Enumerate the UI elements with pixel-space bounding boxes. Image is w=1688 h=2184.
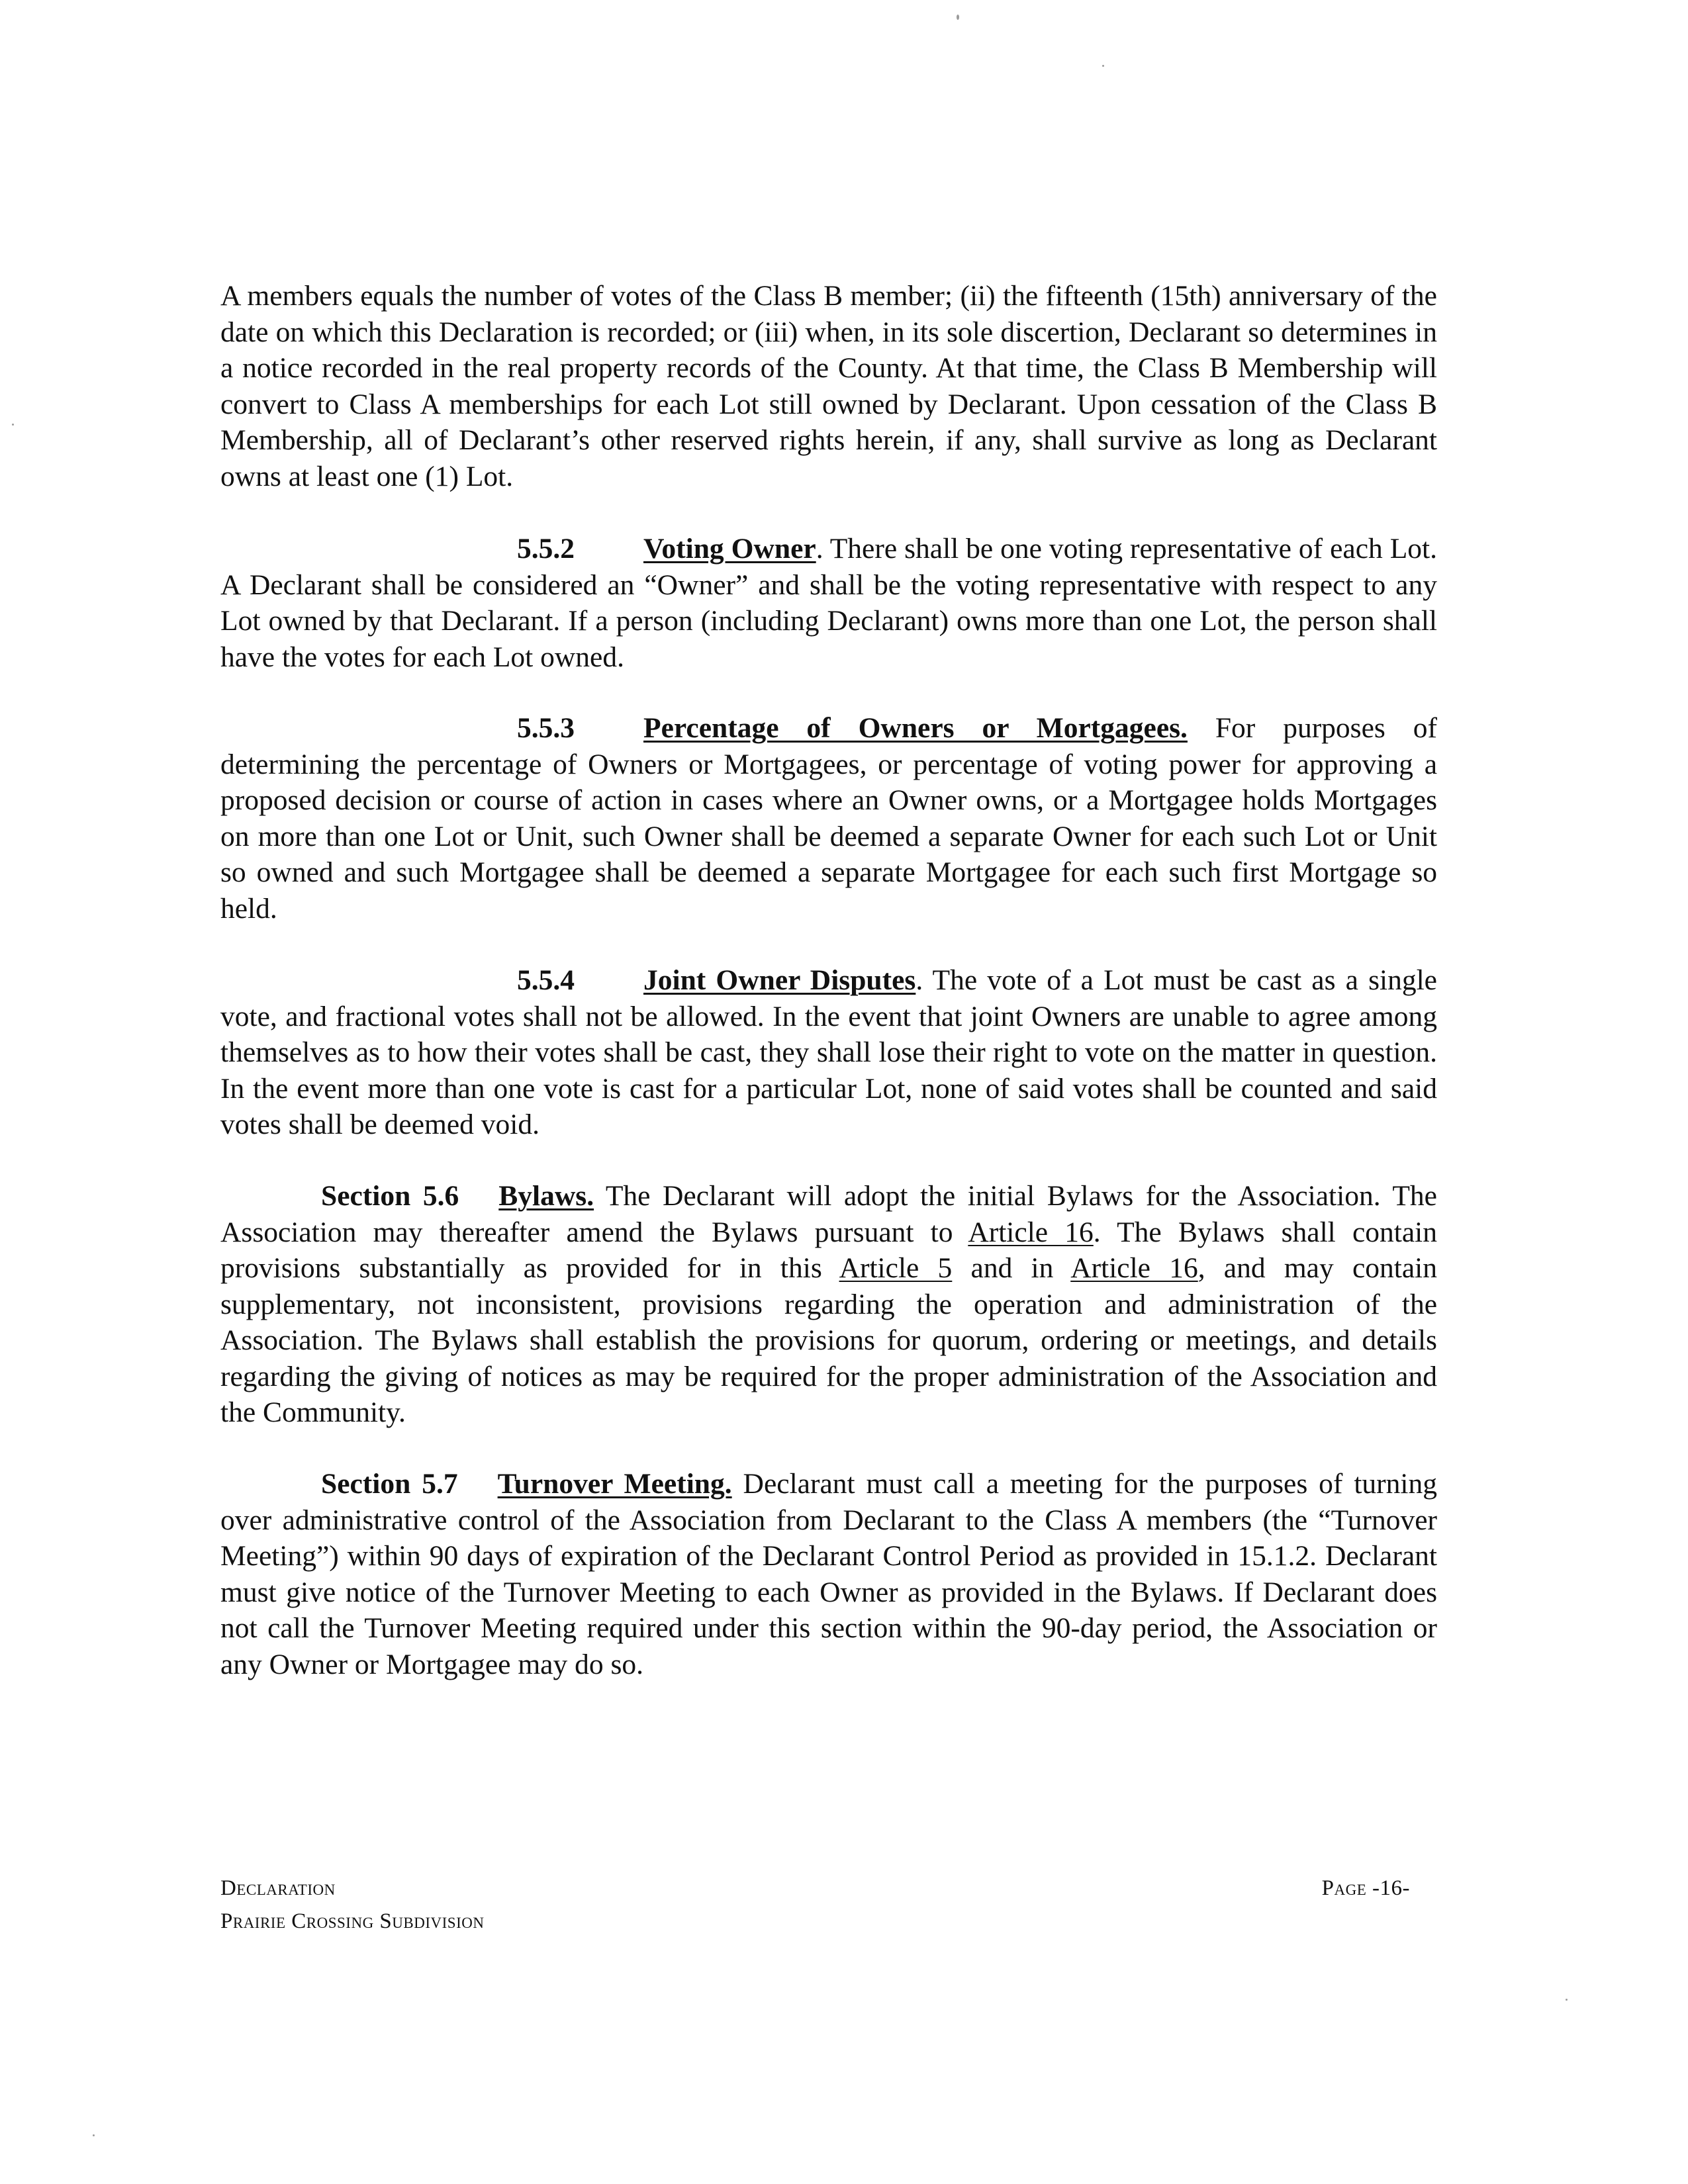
subsection-number: 5.5.2 bbox=[517, 533, 575, 565]
paragraph-text: . The Bylaws shall contain provisions substantially as provided for in this bbox=[220, 1216, 1437, 1284]
paragraph-5-5-4 bbox=[220, 962, 1437, 1143]
paragraph-5-5-2 bbox=[220, 531, 1437, 675]
subsection-number: 5.5.3 bbox=[517, 712, 575, 744]
section-number: Section 5.6 bbox=[321, 1180, 459, 1212]
section-heading: Bylaws. bbox=[498, 1180, 594, 1212]
paragraph-continuation bbox=[220, 278, 1437, 494]
footer-document-title bbox=[220, 1872, 484, 1938]
subsection-heading: Percentage of Owners or Mortgagees. bbox=[643, 712, 1188, 744]
paragraph-section-5-7 bbox=[220, 1466, 1437, 1682]
subsection-heading: Joint Owner Disputes bbox=[643, 964, 916, 996]
scan-speck bbox=[1102, 65, 1104, 67]
scan-speck bbox=[12, 424, 14, 426]
paragraph-text: The Declarant will adopt the initial Bylaws for the Association. The Association may thereafter amend the Bylaws pursuant to bbox=[220, 1180, 1437, 1248]
article-reference: Article 5 bbox=[839, 1252, 953, 1284]
paragraph-5-5-3 bbox=[220, 710, 1437, 927]
paragraph-text: , and may contain supplementary, not inconsistent, provisions regarding the operation and administration of the Association. The Bylaws shall establish the provisions for quorum, ordering or meetings, and details regarding the giving of notices as may be required for the proper administration of the Association and the Community. bbox=[220, 1252, 1437, 1428]
scan-speck bbox=[957, 15, 959, 20]
paragraph-text: . The vote of a Lot must be cast as a single vote, and fractional votes shall not be allowed. In the event that joint Owners are unable to agree among themselves as to how their votes shall be cast, they shall lose their right to vote on the matter in question. In the event more than one vote is cast for a particular Lot, none of said votes shall be counted and said votes shall be deemed void. bbox=[220, 964, 1437, 1140]
paragraph-text: Declarant must call a meeting for the purposes of turning over administrative control of the Association from Declarant to the Class A members (the “Turnover Meeting”) within 90 days of expiration of the Declarant Control Period as provided in 15.1.2. Declarant must give notice of the Turnover Meeting to each Owner as provided in the Bylaws. If Declarant does not call the Turnover Meeting required under this section within the 90-day period, the Association or any Owner or Mortgagee may do so. bbox=[220, 1468, 1437, 1680]
paragraph-text: A members equals the number of votes of the Class B member; (ii) the fifteenth (15th) anniversary of the date on which this Declaration is recorded; or (iii) when, in its sole discertion, Declarant so determines in a notice recorded in the real property records of the County. At that time, the Class B Membership will convert to Class A memberships for each Lot still owned by Declarant. Upon cessation of the Class B Membership, all of Declarant’s other reserved rights herein, if any, shall survive as long as Declarant owns at least one (1) Lot. bbox=[220, 280, 1437, 492]
subsection-number: 5.5.4 bbox=[517, 964, 575, 996]
scan-speck bbox=[93, 2134, 95, 2136]
paragraph-text: For purposes of determining the percentage of Owners or Mortgagees, or percentage of voting power for approving a proposed decision or course of action in cases where an Owner owns, or a Mortgagee holds Mortgages on more than one Lot or Unit, such Owner shall be deemed a separate Owner for each such Lot or Unit so owned and such Mortgagee shall be deemed a separate Mortgagee for each such first Mortgage so held. bbox=[220, 712, 1437, 925]
paragraph-text: and in bbox=[952, 1252, 1071, 1284]
scan-speck bbox=[1566, 1999, 1568, 2001]
article-reference: Article 16 bbox=[968, 1216, 1094, 1248]
section-number: Section 5.7 bbox=[321, 1468, 458, 1500]
footer-line-declaration: Declaration bbox=[220, 1876, 336, 1900]
paragraph-text: . There shall be one voting representative of each Lot. A Declarant shall be considered an “Owner” and shall be the voting representative with respect to any Lot owned by that Declarant. If a person (including Declarant) owns more than one Lot, the person shall have the votes for each Lot owned. bbox=[220, 533, 1437, 673]
article-reference: Article 16 bbox=[1070, 1252, 1198, 1284]
section-heading: Turnover Meeting. bbox=[497, 1468, 732, 1500]
subsection-heading: Voting Owner bbox=[643, 533, 816, 565]
footer-line-subdivision: Prairie Crossing Subdivision bbox=[220, 1909, 485, 1933]
footer-page-number: Page -16- bbox=[1321, 1876, 1410, 1900]
paragraph-section-5-6 bbox=[220, 1178, 1437, 1431]
